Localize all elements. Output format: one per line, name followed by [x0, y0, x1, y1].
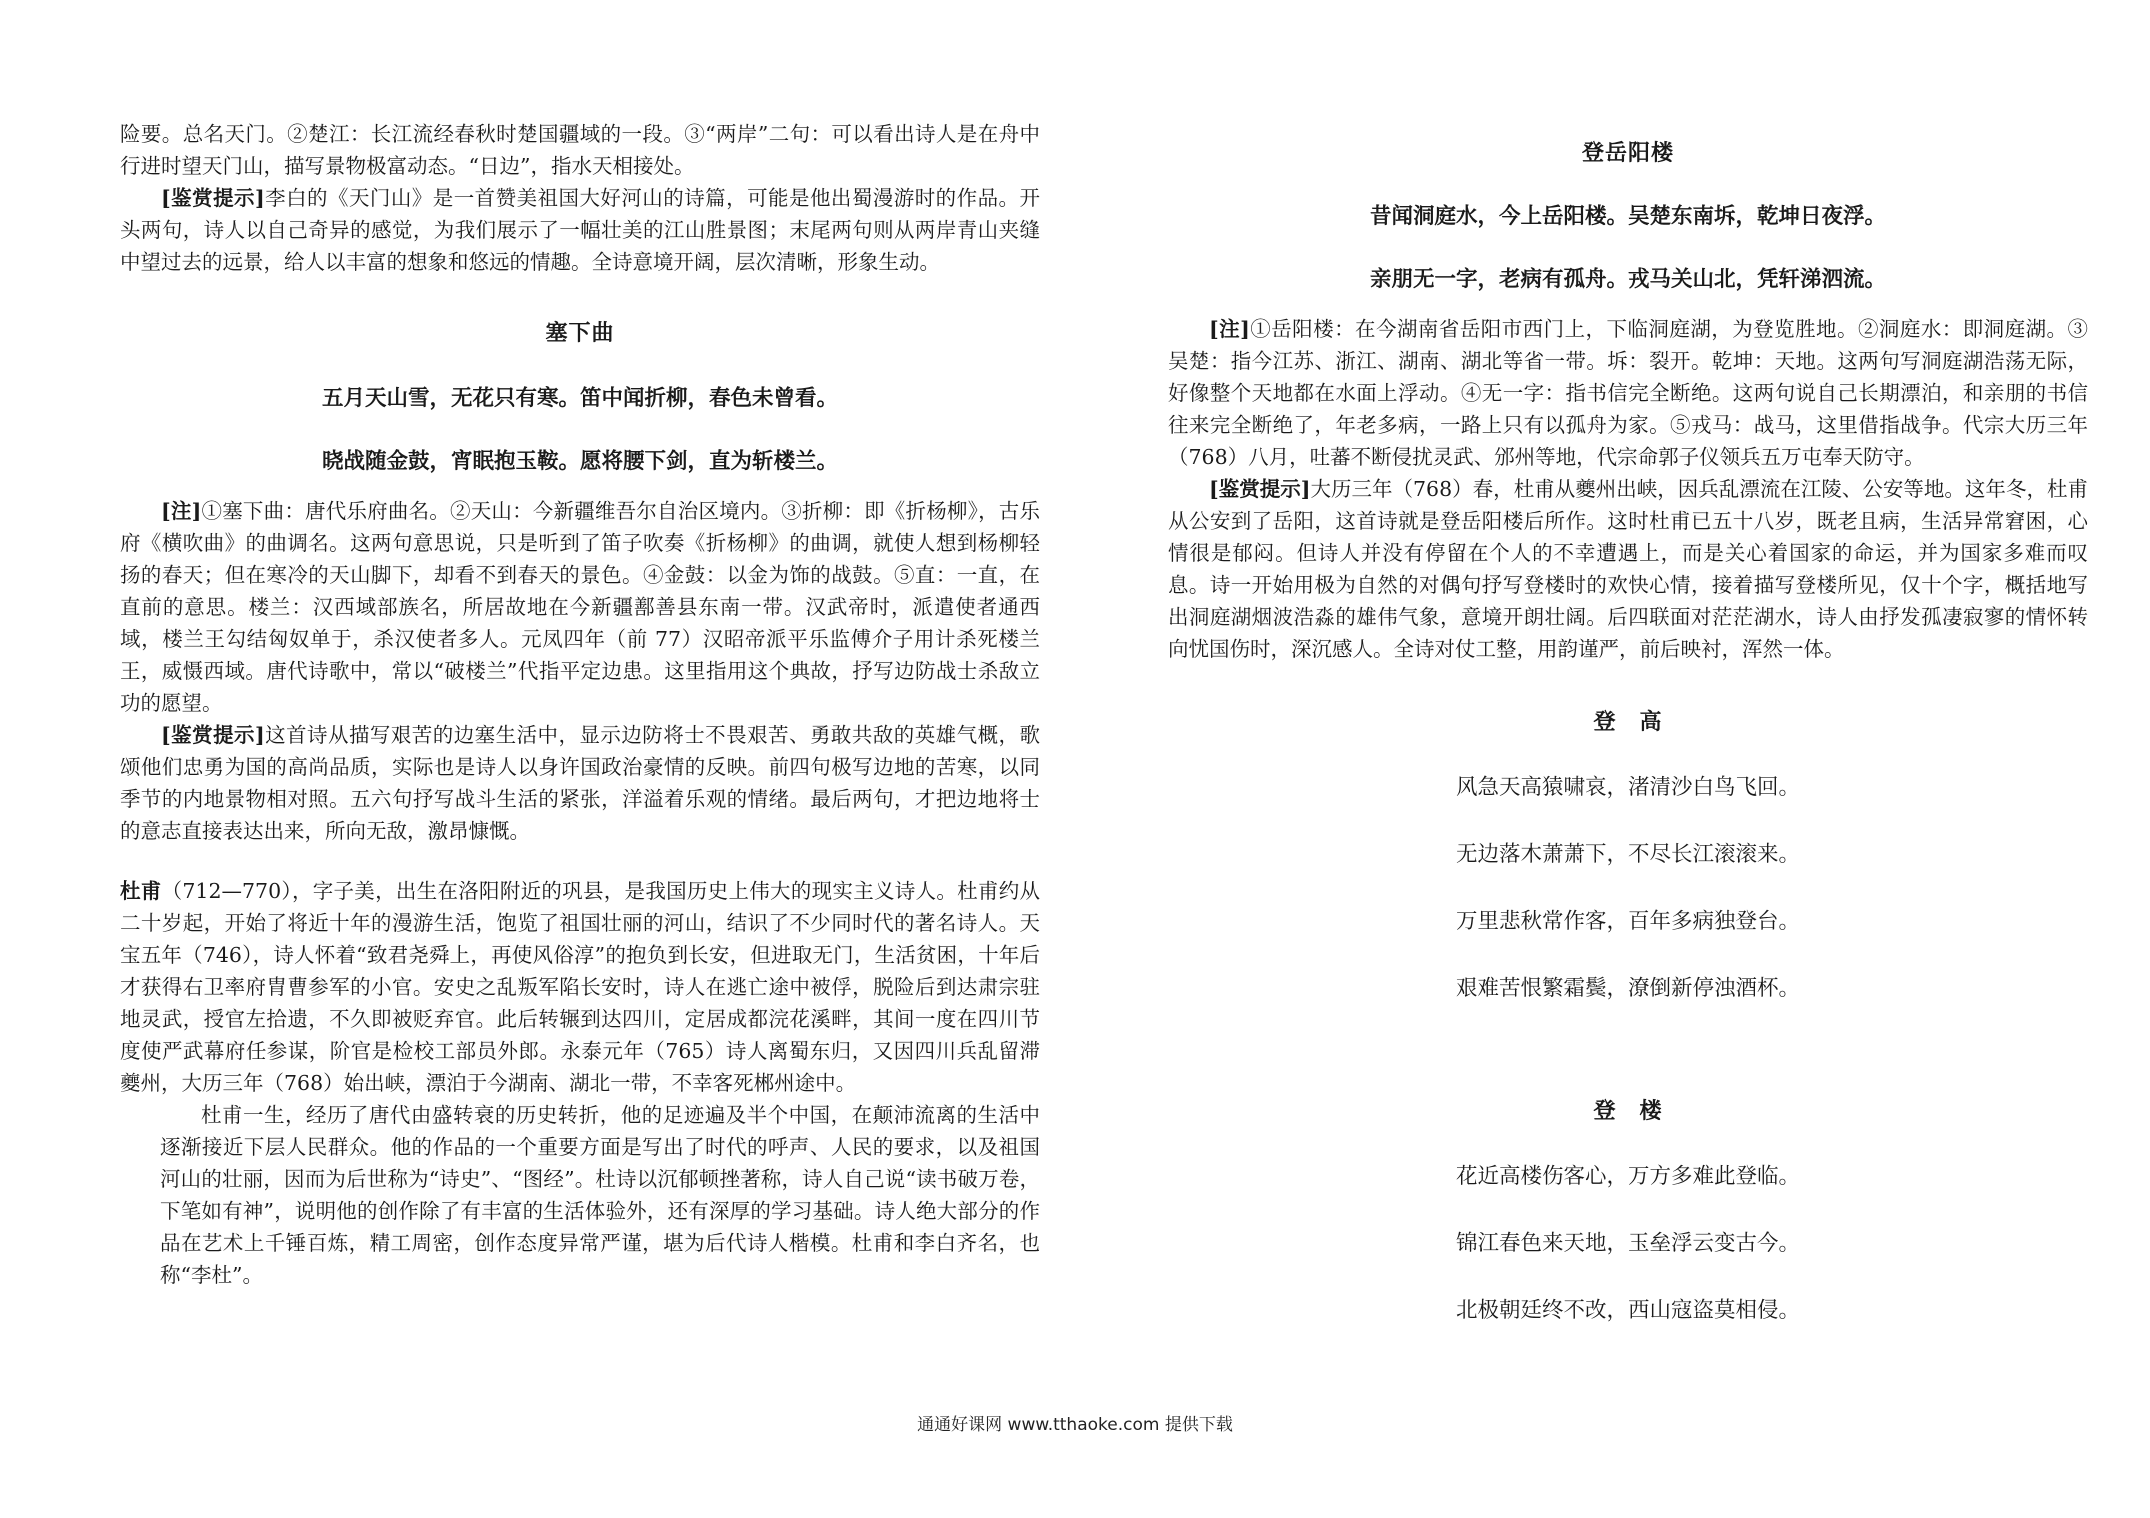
page-footer: 通通好课网 www.tthaoke.com 提供下载 — [917, 1415, 1233, 1435]
poem-title: 登岳阳楼 — [1581, 141, 1674, 166]
dufu-biography — [120, 875, 1040, 1291]
poem-line: 花近高楼伤客心，万方多难此登临。 — [1455, 1164, 1800, 1189]
note-text: ①岳阳楼：在今湖南省岳阳市西门上，下临洞庭湖，为登览胜地。②洞庭水：即洞庭湖。③吴楚：指今江苏、浙江、湖南、湖北等省一带。坼：裂开。乾坤：天地。这两句写洞庭湖浩荡无际，好像整个天地都在水面上浮动。④无一字：指书信完全断绝。这两句说自己长期漂泊，和亲朋的书信往来完全断绝了，年老多病，一路上只有以孤舟为家。⑤戎马：战马，这里借指战争。代宗大历三年（768）八月，吐蕃不断侵扰灵武、邠州等地，代宗命郭子仪领兵五万屯奉天防守。 — [1168, 317, 2088, 469]
saixiaqu-section — [120, 316, 1040, 847]
biography-text: （712—770），字子美，出生在洛阳附近的巩县，是我国历史上伟大的现实主义诗人。杜甫约从二十岁起，开始了将近十年的漫游生活，饱览了祖国壮丽的河山，结识了不少同时代的著名诗人。天宝五年（746），诗人怀着“致君尧舜上，再使风俗淳”的抱负到长安，但进取无门，生活贫困，十年后才获得右卫率府胄曹参军的小官。安史之乱叛军陷长安时，诗人在逃亡途中被俘，脱险后到达肃宗驻地灵武，授官左拾遗，不久即被贬弃官。此后转辗到达四川，定居成都浣花溪畔，其间一度在四川节度使严武幕府任参谋，阶官是检校工部员外郎。永泰元年（765）诗人离蜀东归，又因四川兵乱留滞夔州，大历三年（768）始出峡，漂泊于今湖南、湖北一带，不幸客死郴州途中。 — [120, 879, 1040, 1095]
left-column — [120, 118, 1040, 1291]
tianmen-section — [120, 118, 1040, 278]
denglou-section — [1168, 1094, 2088, 1324]
note-tag: [注] — [1209, 317, 1250, 341]
poem-appreciation — [1168, 473, 2088, 665]
poem-line: 北极朝廷终不改，西山寇盗莫相侵。 — [1455, 1298, 1800, 1323]
poem-appreciation — [120, 719, 1040, 847]
denggao-section — [1168, 705, 2088, 1002]
poem-line: 锦江春色来天地，玉垒浮云变古今。 — [1455, 1231, 1800, 1256]
note-text: ①塞下曲：唐代乐府曲名。②天山：今新疆维吾尔自治区境内。③折柳：即《折杨柳》，古乐府《横吹曲》的曲调名。这两句意思说，只是听到了笛子吹奏《折杨柳》的曲调，就使人想到杨柳轻扬的春天；但在寒冷的天山脚下，却看不到春天的景色。④金鼓：以金为饰的战鼓。⑤直：一直，在直前的意思。楼兰：汉西域部族名，所居故地在今新疆鄯善县东南一带。汉武帝时，派遣使者通西域，楼兰王勾结匈奴单于，杀汉使者多人。元凤四年（前 77）汉昭帝派平乐监傅介子用计杀死楼兰王，威慑西域。唐代诗歌中，常以“破楼兰”代指平定边患。这里指用这个典故，抒写边防战士杀敌立功的愿望。 — [120, 499, 1040, 715]
appreciation-text: 大历三年（768）春，杜甫从夔州出峡，因兵乱漂流在江陵、公安等地。这年冬，杜甫从公安到了岳阳，这首诗就是登岳阳楼后所作。这时杜甫已五十八岁，既老且病，生活异常窘困，心情很是郁闷。但诗人并没有停留在个人的不幸遭遇上，而是关心着国家的命运，并为国家多难而叹息。诗一开始用极为自然的对偶句抒写登楼时的欢快心情，接着描写登楼所见，仅十个字，概括地写出洞庭湖烟波浩淼的雄伟气象，意境开朗壮阔。后四联面对茫茫湖水，诗人由抒发孤凄寂寥的情怀转向忧国伤时，深沉感人。全诗对仗工整，用韵谨严，前后映衬，浑然一体。 — [1168, 477, 2088, 661]
poem-note — [120, 495, 1040, 719]
right-column — [1168, 136, 2088, 1324]
poem-title: 塞下曲 — [545, 321, 615, 346]
appreciation-text: 这首诗从描写艰苦的边塞生活中，显示边防将士不畏艰苦、勇敢共敌的英雄气概，歌颂他们忠勇为国的高尚品质，实际也是诗人以身许国政治豪情的反映。前四句极写边地的苦寒，以同季节的内地景物相对照。五六句抒写战斗生活的紧张，洋溢着乐观的情绪。最后两句，才把边地将士的意志直接表达出来，所向无敌，激昂慷慨。 — [120, 723, 1040, 843]
tianmen-note-continued: 险要。总名天门。②楚江：长江流经春秋时楚国疆域的一段。③“两岸”二句：可以看出诗人是在舟中行进时望天门山，描写景物极富动态。“日边”，指水天相接处。 — [120, 122, 1040, 178]
biography-paragraph — [120, 875, 1040, 1099]
poem-line: 无边落木萧萧下，不尽长江滚滚来。 — [1455, 842, 1800, 867]
appreciation-tag: [鉴赏提示] — [1209, 477, 1311, 501]
biography-paragraph: 杜甫一生，经历了唐代由盛转衰的历史转折，他的足迹遍及半个中国，在颠沛流离的生活中逐渐接近下层人民群众。他的作品的一个重要方面是写出了时代的呼声、人民的要求，以及祖国河山的壮丽，因而为后世称为“诗史”、“图经”。杜诗以沉郁顿挫著称，诗人自己说“读书破万卷，下笔如有神”，说明他的创作除了有丰富的生活体验外，还有深厚的学习基础。诗人绝大部分的作品在艺术上千锤百炼，精工周密，创作态度异常严谨，堪为后代诗人楷模。杜甫和李白齐名，也称“李杜”。 — [160, 1103, 1040, 1287]
author-name: 杜甫 — [120, 879, 162, 903]
poem-verse: 亲朋无一字，老病有孤舟。戎马关山北，凭轩涕泗流。 — [1369, 267, 1886, 292]
poem-line: 风急天高猿啸哀，渚清沙白鸟飞回。 — [1455, 775, 1800, 800]
poem-title: 登 楼 — [1593, 1099, 1663, 1124]
yueyang-section — [1168, 136, 2088, 665]
note-tag: [注] — [161, 499, 202, 523]
poem-verse: 五月天山雪，无花只有寒。笛中闻折柳，春色未曾看。 — [321, 386, 838, 411]
poem-line: 万里悲秋常作客，百年多病独登台。 — [1455, 909, 1800, 934]
poem-title: 登 高 — [1593, 710, 1663, 735]
poem-note — [1168, 313, 2088, 473]
tianmen-appreciation — [120, 182, 1040, 278]
poem-verse: 昔闻洞庭水，今上岳阳楼。吴楚东南坼，乾坤日夜浮。 — [1369, 204, 1886, 229]
poem-line: 艰难苦恨繁霜鬓，潦倒新停浊酒杯。 — [1455, 976, 1800, 1001]
appreciation-tag: [鉴赏提示] — [161, 186, 265, 210]
poem-verse: 晓战随金鼓，宵眠抱玉鞍。愿将腰下剑，直为斩楼兰。 — [321, 449, 838, 474]
appreciation-tag: [鉴赏提示] — [161, 723, 265, 747]
appreciation-text: 李白的《天门山》是一首赞美祖国大好河山的诗篇，可能是他出蜀漫游时的作品。开头两句，诗人以自己奇异的感觉，为我们展示了一幅壮美的江山胜景图；末尾两句则从两岸青山夹缝中望过去的远景，给人以丰富的想象和悠远的情趣。全诗意境开阔，层次清晰，形象生动。 — [120, 186, 1040, 274]
